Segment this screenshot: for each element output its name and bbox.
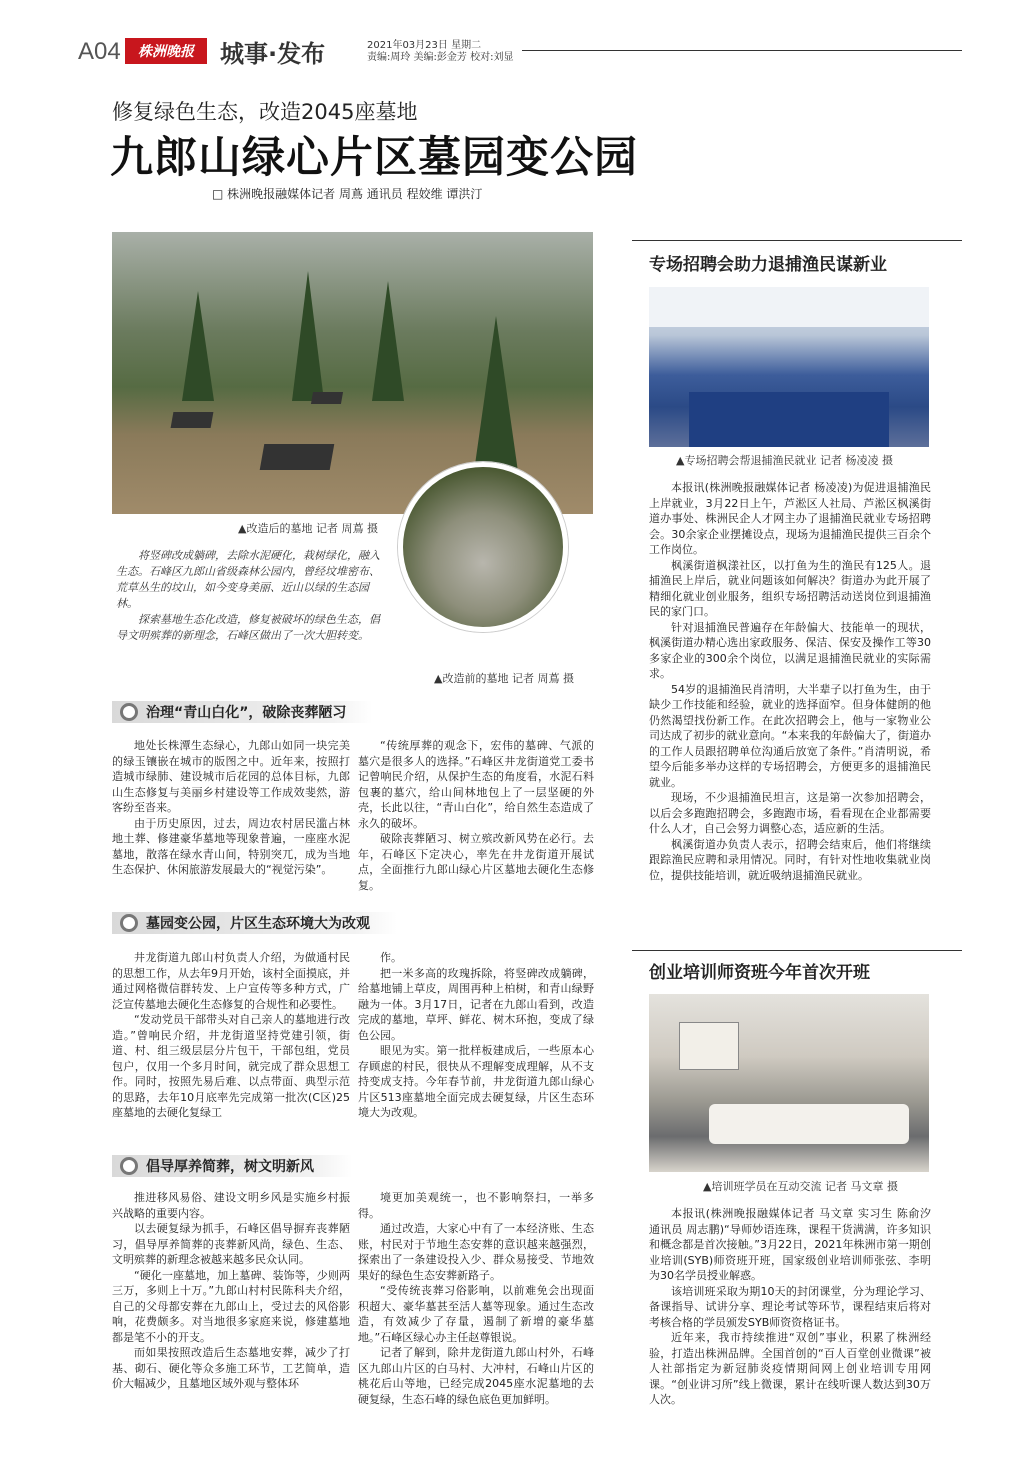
- section-heading-2: [112, 912, 397, 934]
- section-heading-3: [112, 1155, 352, 1177]
- paragraph: 以去硬复绿为抓手，石峰区倡导摒弃丧葬陋习，倡导厚养简葬的丧葬新风尚，绿色、生态、文明殡葬的新理念被越来越多民众认同。: [112, 1222, 350, 1266]
- paragraph: 而如果按照改造后生态墓地安葬，减少了打基、砌石、硬化等众多施工环节，工艺简单，造价大幅减少，且墓地区域外观与整体环: [112, 1346, 350, 1390]
- training-caption: ▲培训班学员在互动交流 记者 马文章 摄: [703, 1180, 898, 1193]
- paragraph: 作。: [380, 951, 402, 964]
- article-intro: [116, 548, 386, 644]
- issue-info: [367, 40, 513, 64]
- tree-shape: [292, 271, 324, 401]
- paragraph: 地处长株潭生态绿心，九郎山如同一块完美的绿玉镶嵌在城市的版图之中。近年来，按照打造城市绿肺、建设城市后花园的总体目标，九郎山生态修复与美丽乡村建设等工作成效斐然，游客纷至沓来。: [112, 739, 350, 814]
- paragraph: 枫溪街道枫漾社区，以打鱼为生的渔民有125人。退捕渔民上岸后，就业问题该如何解决？街道办为此开展了精细化就业创业服务，组织专场招聘活动送岗位到退捕渔民的家门口。: [649, 558, 931, 618]
- paragraph: “传统厚葬的观念下，宏伟的墓碑、气派的墓穴是很多人的选择。”石峰区井龙街道党工委书记曾响民介绍，从保护生态的角度看，水泥石料包裹的墓穴，给山间林地包上了一层坚硬的外壳，长此以往，“青山白化”，给自然生态造成了永久的破坏。: [358, 739, 594, 830]
- tree-shape: [372, 281, 404, 401]
- section-1-col-2: [358, 738, 594, 908]
- paragraph: 针对退捕渔民普遍存在年龄偏大、技能单一的现状，枫溪街道办精心选出家政服务、保洁、保安及操作工等30多家企业的300余个岗位，以满足退捕渔民就业的实际需求。: [649, 620, 931, 680]
- right-column-rule: [632, 950, 962, 951]
- header-rule: [522, 50, 962, 51]
- article-title: 九郎山绿心片区墓园变公园: [110, 133, 638, 183]
- page-number: A04: [78, 38, 121, 65]
- paragraph: 井龙街道九郎山村负责人介绍，为做通村民的思想工作，从去年9月开始，该村全面摸底，并通过网格微信群转发、上户宣传等多种方式，广泛宣传墓地去硬化生态修复的合规性和必要性。: [112, 951, 350, 1011]
- section-heading-1: [112, 701, 372, 723]
- section-3-col-1: [112, 1190, 350, 1430]
- paragraph: 枫溪街道办负责人表示，招聘会结束后，他们将继续跟踪渔民应聘和录用情况。同时，有针对性地收集就业岗位，提供技能培训，就近吸纳退捕渔民就业。: [649, 837, 931, 882]
- paragraph: 推进移风易俗、建设文明乡风是实施乡村振兴战略的重要内容。: [112, 1191, 350, 1220]
- paragraph: 该培训班采取为期10天的封闭课堂，分为理论学习、备课指导、试讲分享、理论考试等环节，课程结束后将对考核合格的学员颁发SYB师资资格证书。: [649, 1284, 931, 1329]
- photo-caption-after: ▲改造后的墓地 记者 周蔦 摄: [238, 522, 378, 535]
- gravestone-shape: [311, 392, 343, 404]
- paragraph: 眼见为实。第一批样板建成后，一些原本心存顾虑的村民，很快从不理解变成理解，从不支持变成支持。今年春节前，井龙街道九郎山绿心片区513座墓地全面完成去硬复绿，片区生态环境大为改观。: [358, 1044, 594, 1119]
- paragraph: “发动党员干部带头对自己亲人的墓地进行改造。”曾响民介绍，井龙街道坚持党建引领，街道、村、组三级层层分片包干，干部包组，党员包户，仅用一个多月时间，就完成了群众思想工作。同时，按照先易后难、以点带面、典型示范的思路，去年10月底率先完成第一批次(C区)25座墓地的去硬化复绿工: [112, 1013, 350, 1119]
- paragraph: 近年来，我市持续推进“双创”事业，积累了株洲经验，打造出株洲品牌。全国首创的“百人百堂创业微课”被人社部指定为新冠肺炎疫情期间网上创业培训专用网课。“创业讲习所”线上微课，累计在线听课人数达到30万人次。: [649, 1331, 931, 1406]
- gravestone-shape: [260, 444, 335, 470]
- bullet-icon: [120, 914, 138, 932]
- paragraph: “受传统丧葬习俗影响，以前难免会出现面积超大、豪华墓甚至活人墓等现象。通过生态改造，有效减少了存量，遏制了新增的豪华墓地。”石峰区绿心办主任赵尊银说。: [358, 1284, 594, 1344]
- job-fair-body: [649, 480, 931, 882]
- intro-paragraph: 将竖碑改成躺碑，去除水泥硬化，栽树绿化，融入生态。石峰区九郎山省级森林公园内，曾经坟堆密布、荒草丛生的坟山，如今变身美丽、近山以绿的生态园林。: [116, 549, 380, 610]
- newspaper-logo: 株洲晚报: [125, 38, 207, 64]
- projector-screen: [679, 1022, 739, 1070]
- bullet-icon: [120, 703, 138, 721]
- article-subtitle: 修复绿色生态，改造2045座墓地: [112, 100, 418, 124]
- gravestone-shape: [171, 412, 214, 428]
- paragraph: 通过改造，大家心中有了一本经济账、生态账，村民对于节地生态安葬的意识越来越强烈，探索出了一条建设投入少、群众易接受、节地效果好的绿色生态安葬新路子。: [358, 1222, 594, 1282]
- paragraph: 境更加美观统一，也不影响祭扫，一举多得。: [358, 1191, 594, 1220]
- paragraph: 由于历史原因，过去，周边农村居民滥占林地土葬、修建豪华墓地等现象普遍，一座座水泥墓地，散落在绿水青山间，特别突兀，成为当地生态保护、休闲旅游发展最大的“视觉污染”。: [112, 816, 350, 876]
- section-heading-text: 墓园变公园，片区生态环境大为改观: [146, 916, 370, 932]
- section-1-col-1: [112, 738, 350, 908]
- section-3-col-2: [358, 1190, 594, 1430]
- job-fair-photo: [649, 287, 929, 447]
- intro-paragraph: 探索墓地生态化改造，修复被破坏的绿色生态，倡导文明殡葬的新理念，石峰区做出了一次大胆转变。: [116, 613, 380, 642]
- issue-date: 2021年03月23日 星期二: [367, 40, 482, 51]
- section-heading-text: 倡导厚养简葬，树文明新风: [146, 1159, 314, 1175]
- section-title: 城事·发布: [220, 40, 326, 68]
- paragraph: 记者了解到，除井龙街道九郎山村外，石峰区九郎山片区的白马村、大冲村，石峰山片区的桃花后山等地，已经完成2045座水泥墓地的去硬复绿，生态石峰的绿色底色更加鲜明。: [358, 1346, 594, 1406]
- section-heading-text: 治理“青山白化”，破除丧葬陋习: [146, 705, 347, 721]
- table-shape: [709, 1104, 909, 1144]
- paragraph: “硬化一座墓地，加上墓碑、装饰等，少则两三万，多则上十万。”九郎山村村民陈科夫介绍，自己的父母都安葬在九郎山上，受过去的风俗影响，花费颇多。对当地很多家庭来说，修建墓地都是笔不小的开支。: [112, 1268, 350, 1344]
- bullet-icon: [120, 1157, 138, 1175]
- cemetery-before-photo: [398, 462, 568, 632]
- job-fair-caption: ▲专场招聘会帮退捕渔民就业 记者 杨凌凌 摄: [676, 454, 893, 467]
- paragraph: 把一米多高的玫瑰拆除，将竖碑改成躺碑，给墓地铺上草皮，周围再种上柏树，和青山绿野融为一体。3月17日，记者在九郎山看到，改造完成的墓地，草坪、鲜花、树木环抱，变成了绿色公园。: [358, 966, 594, 1042]
- tent-shape: [649, 287, 929, 327]
- training-class-photo: [649, 994, 929, 1172]
- paragraph: 破除丧葬陋习、树立殡改新风势在必行。去年，石峰区下定决心，率先在井龙街道开展试点，全面推行九郎山绿心片区墓地去硬化生态修复。: [358, 832, 594, 892]
- table-shape: [689, 392, 889, 447]
- paragraph: 本报讯(株洲晚报融媒体记者 马文章 实习生 陈俞汐 通讯员 周志鹏)“导师妙语连珠，课程干货满满，许多知识和概念都是首次接触。”3月22日，2021年株洲市第一期创业培训(SYB)师资班开班，国家级创业培训师张弦、李明为30名学员授业解惑。: [649, 1207, 931, 1282]
- paragraph: 现场，不少退捕渔民坦言，这是第一次参加招聘会，以后会多跑跑招聘会，多跑跑市场，看看现在企业都需要什么人才，自己会努力调整心态，适应新的生活。: [649, 791, 931, 835]
- tree-shape: [472, 316, 520, 486]
- article-byline: □ 株洲晚报融媒体记者 周蔦 通讯员 程姣维 谭洪汀: [212, 187, 483, 201]
- right-column-rule: [632, 240, 962, 241]
- paragraph: 本报讯(株洲晚报融媒体记者 杨凌凌)为促进退捕渔民上岸就业，3月22日上午，芦淞区人社局、芦淞区枫溪街道办事处、株洲民企人才网主办了退捕渔民就业专场招聘会。30余家企业摆摊设点，现场为退捕渔民提供三百余个工作岗位。: [649, 481, 931, 556]
- tree-shape: [182, 291, 214, 401]
- section-2-col-2: [358, 950, 594, 1150]
- section-2-col-1: [112, 950, 350, 1150]
- paragraph: 54岁的退捕渔民肖清明，大半辈子以打鱼为生，由于缺少工作技能和经验，就业的选择面窄。但身体健朗的他仍然渴望找份新工作。在此次招聘会上，他与一家物业公司达成了初步的就业意向。“本来我的年龄偏大了，街道办的工作人员跟招聘单位沟通后放宽了条件。”肖清明说，希望今后能多举办这样的专场招聘会，方便更多的退捕渔民就业。: [649, 682, 931, 789]
- photo-caption-before: ▲改造前的墓地 记者 周蔦 摄: [434, 672, 574, 685]
- editor-credits: 责编:周玲 美编:彭金芳 校对:刘显: [367, 52, 514, 63]
- training-body: [649, 1206, 931, 1436]
- training-title: 创业培训师资班今年首次开班: [649, 963, 870, 983]
- job-fair-title: 专场招聘会助力退捕渔民谋新业: [649, 255, 887, 275]
